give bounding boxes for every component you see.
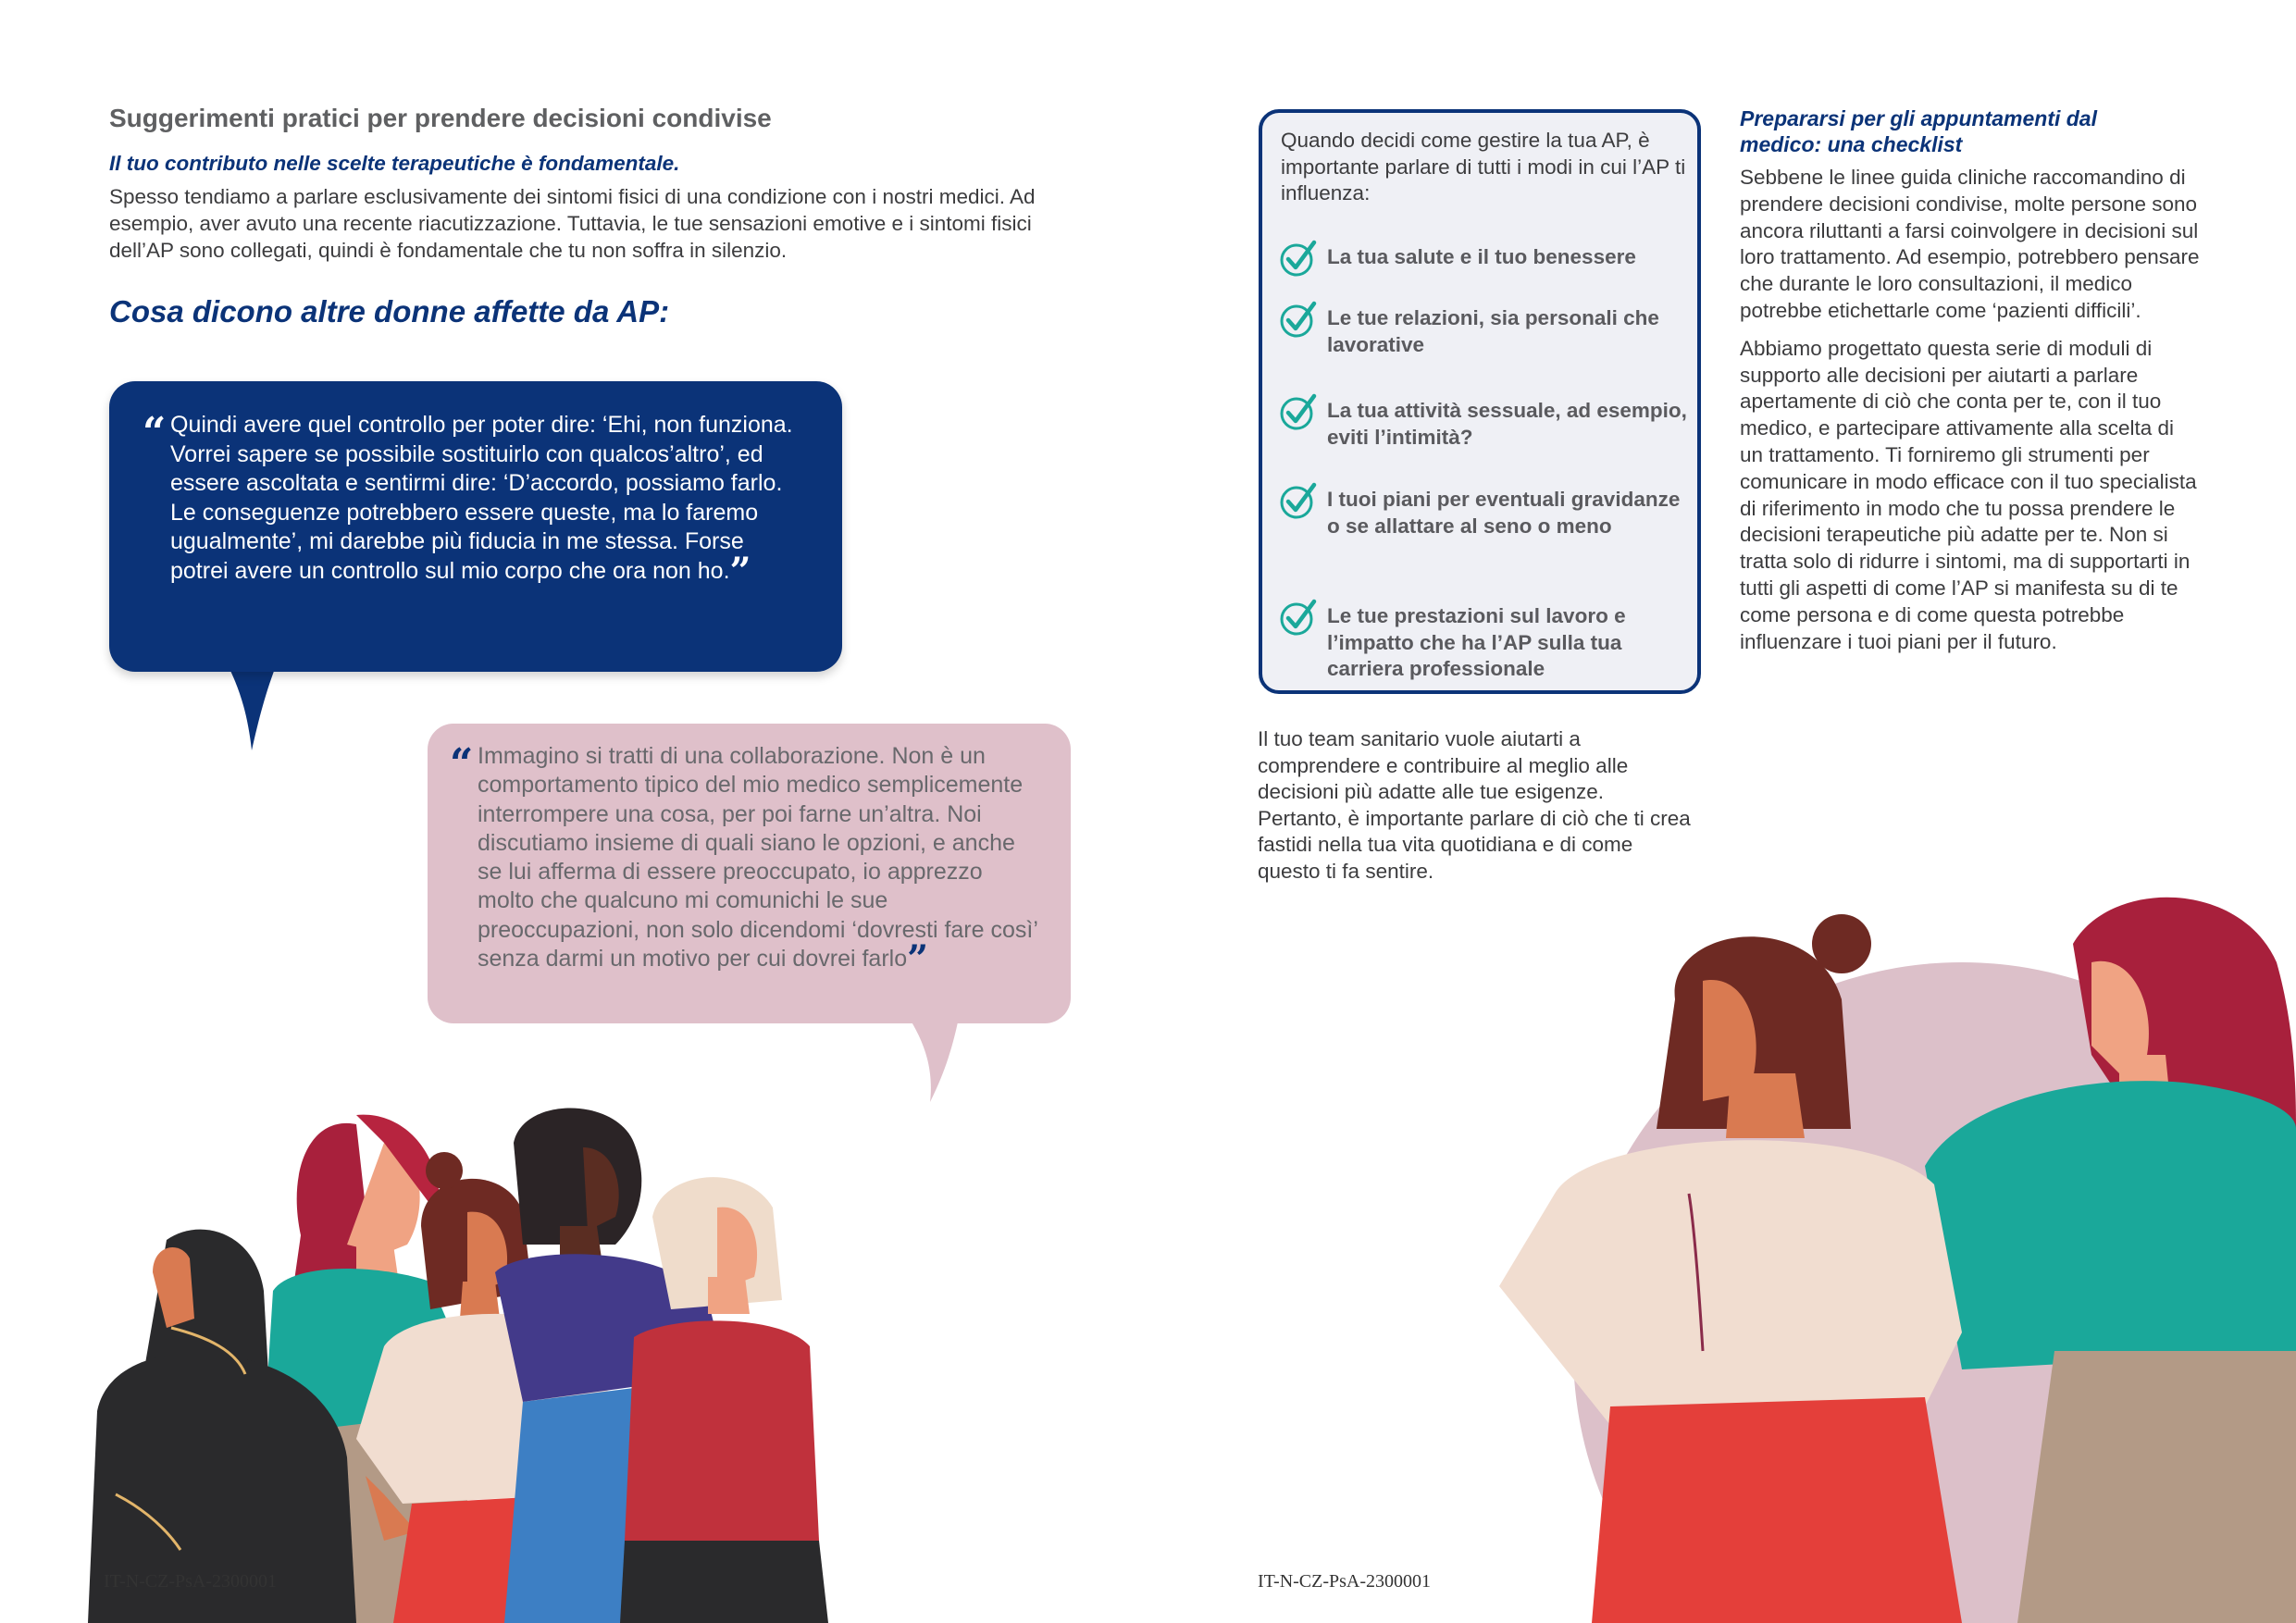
quote-bubble-1 <box>109 381 842 672</box>
checklist-item-text: Le tue relazioni, sia personali che lavorative <box>1327 306 1659 356</box>
open-quote-icon: “ <box>450 740 474 787</box>
close-quote-icon: ” <box>907 937 929 982</box>
quotes-heading: Cosa dicono altre donne affette da AP: <box>109 294 670 328</box>
footer-code-left: IT-N-CZ-PsA-2300001 <box>104 1571 278 1592</box>
checkmark-icon <box>1279 392 1318 431</box>
checklist-item-text: La tua attività sessuale, ad esempio, eviti l’intimità? <box>1327 399 1687 449</box>
checklist-item-text: I tuoi piani per eventuali gravidanze o se allattare al seno o meno <box>1327 488 1681 538</box>
prep-paragraph-1: Sebbene le linee guida cliniche raccomandino di prendere decisioni condivise, molte persone sono ancora riluttanti a farsi coinvolgere in decisioni sul loro trattamento. Ad esempio, potrebbero pensare che durante le loro consultazioni, il medico potrebbe etichettarle come ‘pazienti difficili’. <box>1740 166 2200 322</box>
open-quote-icon: “ <box>143 409 167 456</box>
speech-bubble-tail-1 <box>222 662 287 754</box>
checkmark-icon <box>1279 481 1318 520</box>
two-women-illustration <box>1481 888 2296 1623</box>
checkmark-icon <box>1279 598 1318 637</box>
checkmark-icon <box>1279 300 1318 339</box>
team-body: Il tuo team sanitario vuole aiutarti a comprendere e contribuire al meglio alle decisioni più adatte alle tue esigenze. Pertanto, è importante parlare di ciò che ti crea fastidi nella tua vita quotidiana e di come questo ti fa sentire. <box>1258 727 1691 883</box>
checkmark-icon <box>1279 239 1318 278</box>
prep-body <box>1740 165 2203 666</box>
checklist-item-text: Le tue prestazioni sul lavoro e l’impatto che ha l’AP sulla tua carriera professionale <box>1327 604 1626 680</box>
prep-heading: Prepararsi per gli appuntamenti dal medico: una checklist <box>1740 106 2097 156</box>
checklist-box <box>1259 109 1701 694</box>
woman-red-top <box>620 1177 828 1623</box>
prep-paragraph-2: Abbiamo progettato questa serie di moduli di supporto alle decisioni per aiutarti a parlare apertamente di ciò che conta per te, con il tuo medico, e partecipare attivamente alla scelta di un trattamento. Ti forniremo gli strumenti per comunicare in modo efficace con il tuo specialista di riferimento in modo che tu possa prendere le decisioni terapeutiche più adatte per te. Non si tratta solo di ridurre i sintomi, ma di supportarti in tutti gli aspetti di come l’AP si manifesta su di te come persona e di come questa potrebbe influenzare i tuoi piani per il futuro. <box>1740 336 2197 653</box>
footer-code-right: IT-N-CZ-PsA-2300001 <box>1258 1571 1432 1592</box>
section-title: Suggerimenti pratici per prendere decisioni condivise <box>109 104 772 132</box>
quote-bubble-2 <box>428 724 1071 1023</box>
checklist-intro: Quando decidi come gestire la tua AP, è importante parlare di tutti i modi in cui l’AP ti influenza: <box>1281 129 1686 204</box>
checklist-item-text: La tua salute e il tuo benessere <box>1327 245 1636 268</box>
close-quote-icon: ” <box>729 549 751 593</box>
women-group-illustration <box>79 1106 1106 1623</box>
intro-subtitle: Il tuo contributo nelle scelte terapeutiche è fondamentale. <box>109 152 680 175</box>
quote-1-text: Quindi avere quel controllo per poter dire: ‘Ehi, non funziona. Vorrei sapere se possibile sostituirlo con qualcos’altro’, ed essere ascoltata e sentirmi dire: ‘D’accordo, possiamo farlo. Le conseguenze potrebbero essere queste, ma lo faremo ugualmente’, mi darebbe più fiducia in me stessa. Forse potrei avere un controllo sul mio corpo che ora non ho. <box>170 412 793 584</box>
intro-body: Spesso tendiamo a parlare esclusivamente dei sintomi fisici di una condizione con i nostri medici. Ad esempio, aver avuto una recente riacutizzazione. Tuttavia, le tue sensazioni emotive e i sintomi fisici dell’AP sono collegati, quindi è fondamentale che tu non soffra in silenzio. <box>109 185 1036 262</box>
speech-bubble-tail-2 <box>902 1013 967 1106</box>
quote-2-text: Immagino si tratti di una collaborazione. Non è un comportamento tipico del mio medico semplicemente interrompere una cosa, per poi farne un’altra. Noi discutiamo insieme di quali siano le opzioni, e anche se lui afferma di essere preoccupato, io apprezzo molto che qualcuno mi comunichi le sue preoccupazioni, non solo dicendomi ‘dovresti fare così’ senza darmi un motivo per cui dovrei farlo <box>478 743 1037 973</box>
